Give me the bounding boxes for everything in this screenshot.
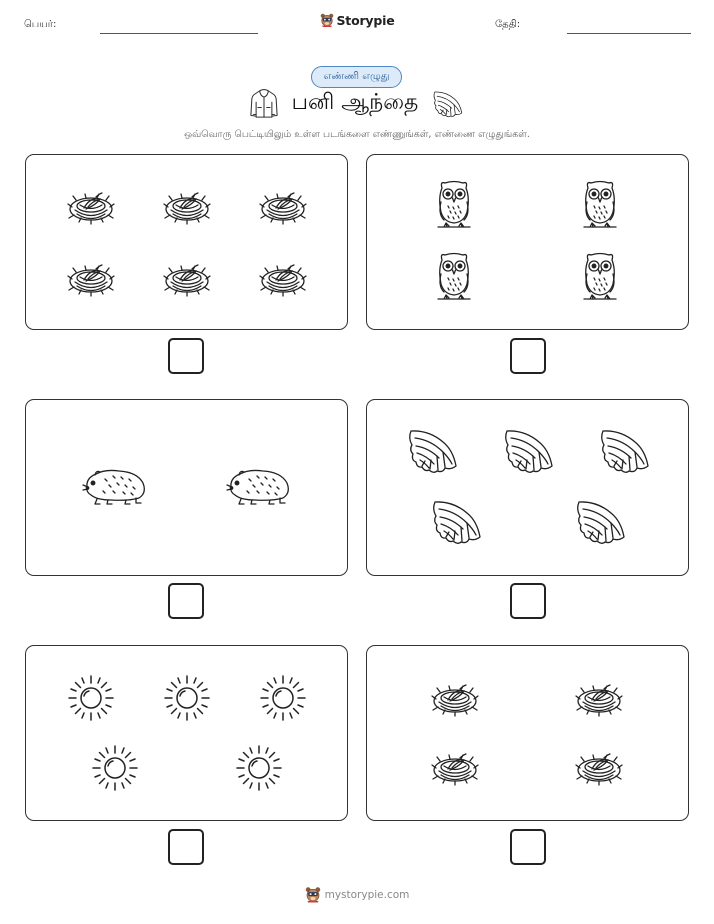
sun-icon: [235, 744, 283, 792]
sun-icon: [259, 674, 307, 722]
answer-box[interactable]: [168, 338, 204, 374]
answer-box[interactable]: [168, 583, 204, 619]
footer-url[interactable]: mystorypie.com: [324, 888, 410, 901]
counting-card-suns: [25, 645, 348, 821]
counting-card-owls: [366, 154, 689, 330]
answer-box[interactable]: [510, 338, 546, 374]
nest-icon: [430, 746, 480, 786]
sun-icon: [163, 674, 211, 722]
answer-box[interactable]: [510, 829, 546, 865]
nest-icon: [258, 257, 308, 297]
wing-icon: [431, 497, 483, 547]
wing-icon: [599, 426, 651, 476]
counting-card-wings: [366, 399, 689, 576]
nest-icon: [430, 677, 480, 717]
brand-logo: [0, 12, 714, 32]
answer-box[interactable]: [168, 829, 204, 865]
name-line[interactable]: [100, 33, 258, 34]
title-text: பனி ஆந்தை: [291, 90, 419, 115]
counting-card-nests: [366, 645, 689, 821]
bear-mascot-icon: [320, 12, 334, 28]
wing-icon: [407, 426, 459, 476]
owl-icon: [434, 178, 474, 230]
wing-icon: [575, 497, 627, 547]
owl-icon: [434, 250, 474, 302]
nest-icon: [258, 185, 308, 225]
owl-icon: [580, 250, 620, 302]
answer-box[interactable]: [510, 583, 546, 619]
nest-icon: [162, 185, 212, 225]
sun-icon: [67, 674, 115, 722]
nest-icon: [66, 185, 116, 225]
sun-icon: [91, 744, 139, 792]
wing-icon: [432, 89, 464, 119]
instruction-text: ஒவ்வொரு பெட்டியிலும் உள்ள படங்களை எண்ணுங்கள், எண்ணை எழுதுங்கள்.: [184, 129, 530, 140]
brand-name: Storypie: [336, 12, 395, 28]
nest-icon: [66, 257, 116, 297]
name-label: பெயர்:: [24, 19, 57, 30]
bear-mascot-icon: [305, 886, 321, 903]
footer: [0, 886, 714, 907]
lemming-icon: [225, 463, 295, 509]
date-label: தேதி:: [495, 19, 521, 30]
lemming-icon: [81, 463, 151, 509]
owl-icon: [580, 178, 620, 230]
date-line[interactable]: [567, 33, 691, 34]
nest-icon: [574, 677, 624, 717]
counting-card-nests: [25, 154, 348, 330]
jacket-icon: [250, 88, 278, 120]
nest-icon: [574, 746, 624, 786]
wing-icon: [503, 426, 555, 476]
counting-card-lemmings: [25, 399, 348, 576]
worksheet-title: [0, 88, 714, 124]
activity-badge: எண்ணி எழுது: [311, 66, 402, 88]
nest-icon: [162, 257, 212, 297]
